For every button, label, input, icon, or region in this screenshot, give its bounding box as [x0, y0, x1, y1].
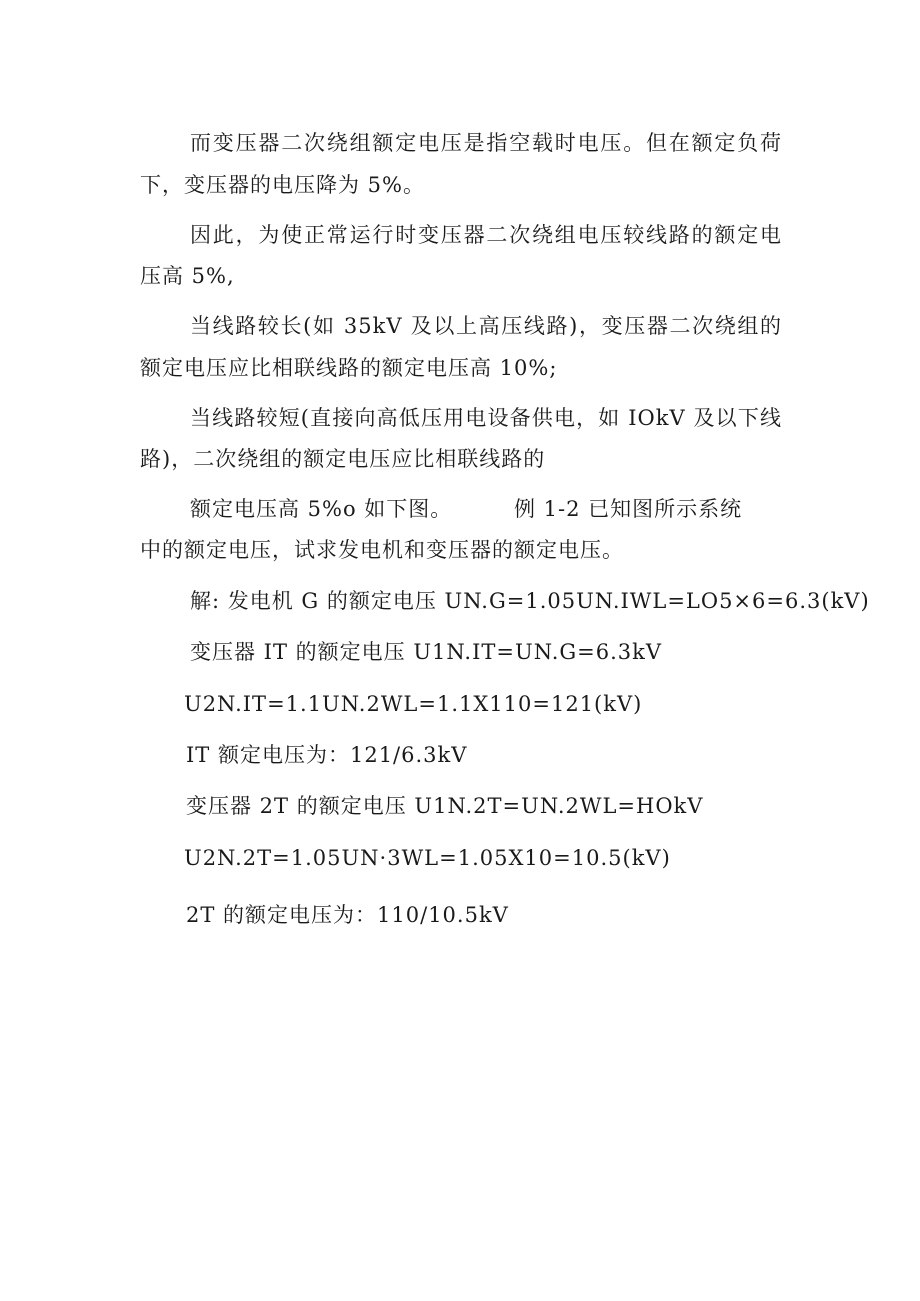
- paragraph-4-line-1: 当线路较短(直接向高低压用电设备供电，如 IOkV 及以下线: [190, 406, 782, 430]
- paragraph-3-line-2: 额定电压应比相联线路的额定电压高 10%;: [140, 356, 558, 380]
- solution-line-4: IT 额定电压为：121/6.3kV: [186, 743, 468, 767]
- solution-line-1: 解: 发电机 G 的额定电压 UN.G=1.05UN.IWL=LO5×6=6.3(kV): [190, 589, 870, 613]
- paragraph-5-line-1a: 额定电压高 5%o 如下图。: [190, 497, 453, 521]
- paragraph-4-line-2: 路)，二次绕组的额定电压应比相联线路的: [140, 447, 546, 471]
- paragraph-1-line-1: 而变压器二次绕组额定电压是指空载时电压。但在额定负荷: [190, 131, 782, 155]
- solution-line-6: U2N.2T=1.05UN·3WL=1.05X10=10.5(kV): [184, 846, 671, 870]
- solution-line-5: 变压器 2T 的额定电压 U1N.2T=UN.2WL=HOkV: [186, 794, 704, 818]
- solution-line-3: U2N.IT=1.1UN.2WL=1.1X110=121(kV): [184, 692, 643, 716]
- paragraph-3-line-1: 当线路较长(如 35kV 及以上高压线路)，变压器二次绕组的: [190, 314, 782, 338]
- solution-line-7: 2T 的额定电压为：110/10.5kV: [186, 903, 509, 927]
- paragraph-5-line-2: 中的额定电压，试求发电机和变压器的额定电压。: [140, 538, 624, 562]
- paragraph-2-line-1: 因此，为使正常运行时变压器二次绕组电压较线路的额定电: [190, 223, 782, 247]
- paragraph-2-line-2: 压高 5%,: [140, 264, 235, 288]
- paragraph-5-line-1b: 例 1-2 已知图所示系统: [514, 497, 743, 521]
- paragraph-1-line-2: 下，变压器的电压降为 5%。: [140, 173, 425, 197]
- solution-line-2: 变压器 IT 的额定电压 U1N.IT=UN.G=6.3kV: [190, 640, 663, 664]
